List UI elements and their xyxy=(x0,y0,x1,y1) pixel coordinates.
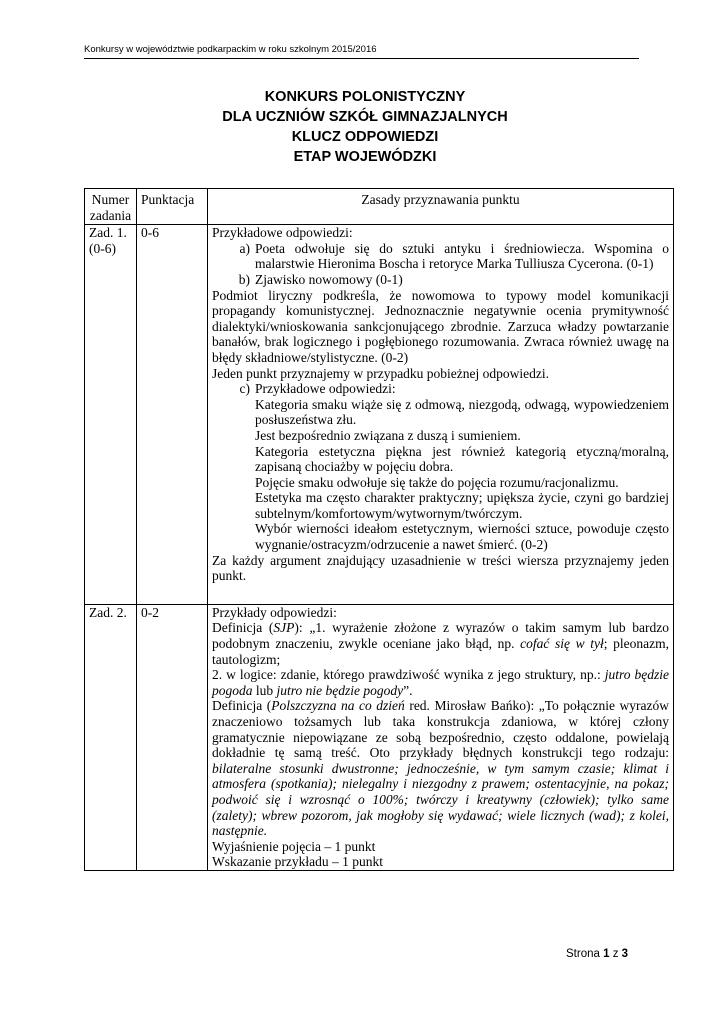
task-2-intro: Przykłady odpowiedzi: xyxy=(212,604,337,620)
task-2-points: 0-2 xyxy=(137,604,208,870)
list-item: Kategoria smaku wiąże się z odmową, niezgodą, odwagą, wypowiedzeniem posłuszeństwa złu. xyxy=(255,396,669,428)
answer-key-table xyxy=(84,188,674,871)
task-2-number: Zad. 2. xyxy=(85,604,137,870)
running-header: Konkursy w województwie podkarpackim w roku szkolnym 2015/2016 xyxy=(84,44,377,55)
task-2-definition-banko: Definicja (Polszczyzna na co dzień red. Mirosław Bańko): „To połącznie wyrazów znaczeniowo tożsamych lub taka konstrukcja zdaniowa, w której człony gramatycznie niepowiązane ze sobą bezpośrednio, często oddalone, powielają dokładnie tę samą treść. Oto przykłady błędnych konstrukcji tego rodzaju: bilateralne stosunki dwustronne; jednocześnie, w tym samym czasie; klimat i atmosfera (spotkania); nielegalny i niezgodny z prawem; ostentacyjnie, na pokaz; podwoić się i wzrosnąć o 100%; twórczy i kreatywny (człowiek); tylko same (zalety); wbrew pozorom, jak mogłoby się wydawać; wiele licznych (wad); z kolei, następnie. xyxy=(212,698,670,839)
table-header-row xyxy=(85,189,674,225)
list-item: Estetyka ma często charakter praktyczny; upiększa życie, czyni go bardziej subtelnym/komfortowym/wytwornym/twórczym. xyxy=(255,490,669,521)
task-1-item-b: b) Zjawisko nowomowy (0-1) xyxy=(238,271,403,287)
task-2-rules xyxy=(208,604,674,870)
task-2-definition-sjp: Definicja (SJP): „1. wyrażenie złożone z wyrazów o takim samym lub bardzo podobnym znaczeniu, zwykle oceniane jako błąd, np. cofać się w tył; pleonazm, tautologizm; xyxy=(212,620,669,667)
task-1-points: 0-6 xyxy=(137,225,208,605)
title-line-1: KONKURS POLONISTYCZNY xyxy=(264,89,466,105)
task-2-score-2: Wskazanie przykładu – 1 punkt xyxy=(212,854,383,870)
header-points: Punktacja xyxy=(137,189,208,225)
list-item: Wybór wierności ideałom estetycznym, wierności sztuce, powoduje często wygnanie/ostracyzm/odrzucenie a nawet śmierć. (0-2) xyxy=(255,521,669,553)
list-item: Jest bezpośrednio związana z duszą i sumieniem. xyxy=(255,427,521,443)
task-1-item-a: a) Poeta odwołuje się do sztuki antyku i średniowiecza. Wspomina o malarstwie Hieronima Boscha i retoryce Marka Tulliusza Cycerona. (0-1) xyxy=(239,240,669,272)
task-1-item-c: c) Przykładowe odpowiedzi: xyxy=(239,381,396,397)
list-item: Pojęcie smaku odwołuje się także do pojęcia rozumu/racjonalizmu. xyxy=(255,474,619,490)
task-1-paragraph-1: Podmiot liryczny podkreśla, że nowomowa to typowy model komunikacji propagandy komunistycznej. Jednoznacznie negatywnie ocenia prymitywność dialektyki/wnioskowania sankcjonującego zbrodnie. Zarzuca władzy powtarzanie banałów, brak logicznego i pogłębionego rozumowania. Zwraca również uwagę na błędy składniowe/stylistyczne. (0-2) xyxy=(212,287,669,365)
task-1-closing: Za każdy argument znajdujący uzasadnienie w treści wiersza przyznajemy jeden punkt. xyxy=(212,552,669,584)
task-1-rules xyxy=(208,225,674,605)
title-line-2: DLA UCZNIÓW SZKÓŁ GIMNAZJALNYCH xyxy=(222,109,508,125)
page-number: Strona 1 z 3 xyxy=(566,948,629,960)
title-line-4: ETAP WOJEWÓDZKI xyxy=(293,149,437,165)
task-1-paragraph-2: Jeden punkt przyznajemy w przypadku pobieżnej odpowiedzi. xyxy=(212,365,550,381)
header-rules: Zasady przyznawania punktu xyxy=(208,189,674,225)
header-rule xyxy=(84,58,639,59)
table-row-task-2 xyxy=(85,604,674,870)
task-2-definition-logic: 2. w logice: zdanie, którego prawdziwość wynika z jego struktury, np.: jutro będzie pogoda lub jutro nie będzie pogody”. xyxy=(212,667,669,698)
document-title xyxy=(150,87,580,167)
title-line-3: KLUCZ ODPOWIEDZI xyxy=(291,129,439,145)
list-item: Kategoria estetyczna piękna jest również kategorią etyczną/moralną, zapisaną chociażby w pojęciu dobra. xyxy=(255,443,669,475)
header-task-number: Numer zadania xyxy=(85,189,137,225)
table-row-task-1 xyxy=(85,225,674,605)
task-1-intro: Przykładowe odpowiedzi: xyxy=(212,225,353,241)
task-1-number: Zad. 1. (0-6) xyxy=(85,225,137,605)
task-2-score-1: Wyjaśnienie pojęcia – 1 punkt xyxy=(212,838,376,854)
